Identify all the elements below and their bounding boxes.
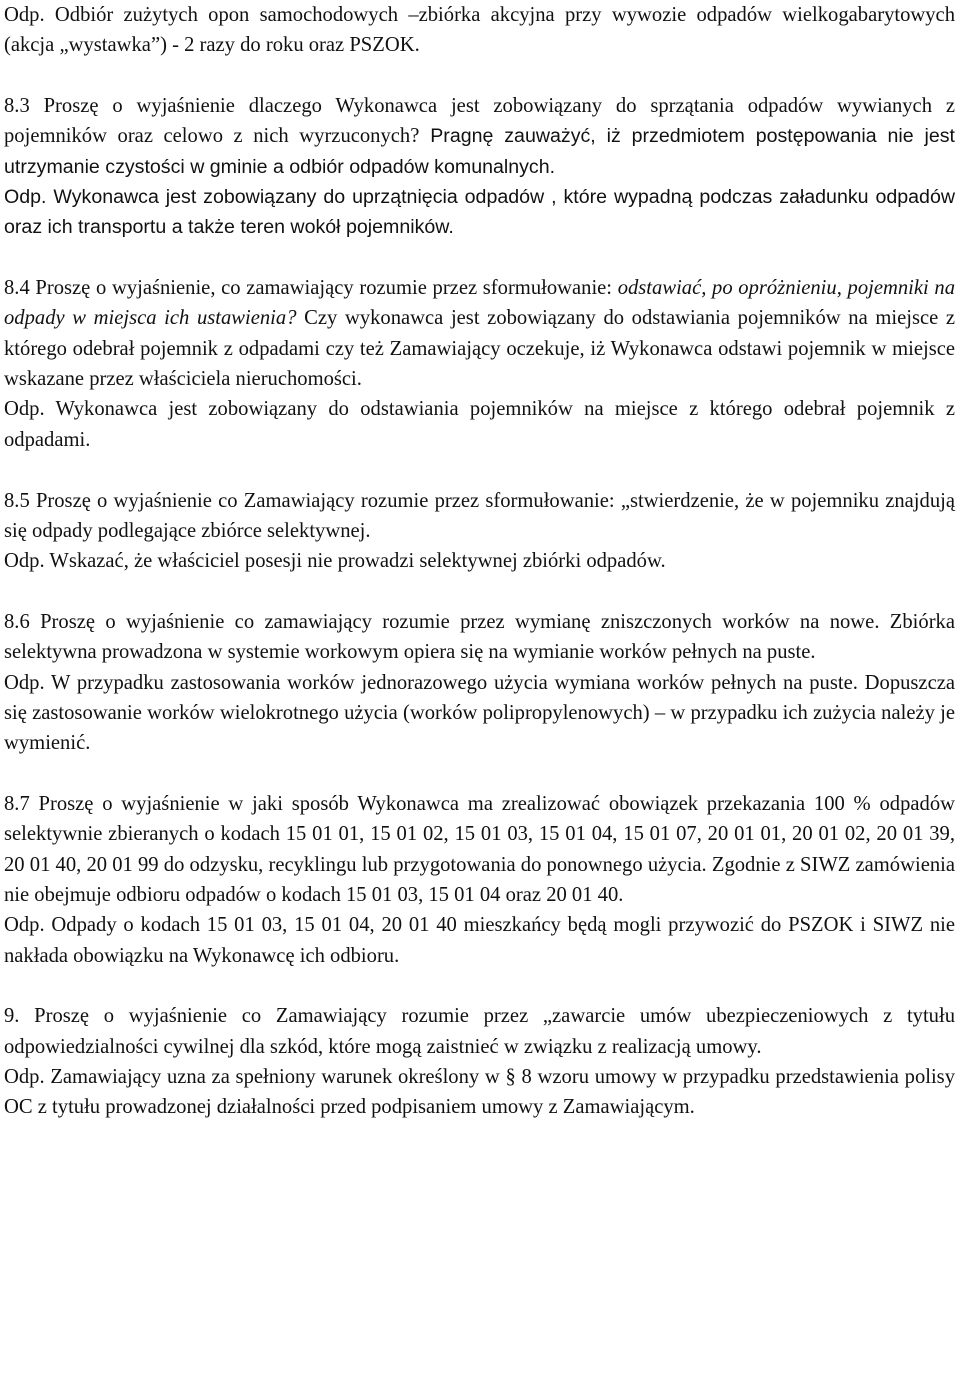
answer-8-4: Odp. Wykonawca jest zobowiązany do odstawiania pojemników na miejsce z którego odebrał pojemnik z odpadami. bbox=[4, 398, 955, 451]
answer-8-5: Odp. Wskazać, że właściciel posesji nie prowadzi selektywnej zbiórki odpadów. bbox=[4, 550, 666, 573]
question-9: 9. Proszę o wyjaśnienie co Zamawiający rozumie przez „zawarcie umów ubezpieczeniowych z tytułu odpowiedzialności cywilnej dla szkód, które mogą zaistnieć w związku z realizacją umowy. bbox=[4, 1005, 955, 1058]
spacer bbox=[4, 455, 955, 485]
question-8-6: 8.6 Proszę o wyjaśnienie co zamawiający rozumie przez wymianę zniszczonych worków na nowe. Zbiórka selektywna prowadzona w systemie workowym opiera się na wymianie worków pełnych na puste. bbox=[4, 610, 955, 664]
answer-8-3: Odp. Wykonawca jest zobowiązany do uprzątnięcia odpadów , które wypadną podczas załadunku odpadów oraz ich transportu a także teren wokół pojemników. bbox=[4, 186, 955, 239]
answer-8-7: Odp. Odpady o kodach 15 01 03, 15 01 04, 20 01 40 mieszkańcy będą mogli przywozić do PSZOK i SIWZ nie nakłada obowiązku na Wykonawcę ich odbioru. bbox=[4, 914, 955, 967]
question-8-4-quote: odstawiać, po opróżnieniu, pojemniki na odpady w miejsca ich ustawienia? bbox=[4, 277, 955, 330]
spacer bbox=[4, 971, 955, 1001]
answer-8-6: Odp. W przypadku zastosowania worków jednorazowego użycia wymiana worków pełnych na puste. Dopuszcza się zastosowanie worków wielokrotnego użycia (worków polipropylenowych) – w przypadku ich zużycia należy je wymienić. bbox=[4, 671, 955, 755]
question-8-3-text: 8.3 Proszę o wyjaśnienie dlaczego Wykonawca jest zobowiązany do sprzątania odpadów wywianych z pojemników oraz celowo z nich wyrzuconych? bbox=[4, 95, 955, 148]
question-8-3 bbox=[4, 91, 955, 182]
question-8-4 bbox=[4, 273, 955, 394]
spacer bbox=[4, 577, 955, 607]
question-8-3-continuation: Pragnę zauważyć, iż przedmiotem postępowania nie jest utrzymanie czystości w gminie a odbiór odpadów komunalnych. bbox=[4, 125, 955, 178]
answer-9: Odp. Zamawiający uzna za spełniony warunek określony w § 8 wzoru umowy w przypadku przedstawienia polisy OC z tytułu prowadzonej działalności przed podpisaniem umowy z Zamawiającym. bbox=[4, 1066, 955, 1119]
question-8-5: 8.5 Proszę o wyjaśnienie co Zamawiający rozumie przez sformułowanie: „stwierdzenie, że w pojemniku znajdują się odpady podlegające zbiórce selektywnej. bbox=[4, 489, 955, 542]
question-8-4-text: 8.4 Proszę o wyjaśnienie, co zamawiający rozumie przez sformułowanie: bbox=[4, 277, 618, 300]
answer-previous: Odp. Odbiór zużytych opon samochodowych –zbiórka akcyjna przy wywozie odpadów wielkogabarytowych (akcja „wystawka”) - 2 razy do roku oraz PSZOK. bbox=[4, 4, 955, 57]
question-8-4-continuation: Czy wykonawca jest zobowiązany do odstawiania pojemników na miejsce z którego odebrał pojemnik z odpadami czy też Zamawiający oczekuje, iż Wykonawca odstawi pojemnik w miejsce wskazane przez właściciela nieruchomości. bbox=[4, 307, 956, 391]
spacer bbox=[4, 759, 955, 789]
spacer bbox=[4, 243, 955, 273]
spacer bbox=[4, 61, 955, 91]
question-8-7: 8.7 Proszę o wyjaśnienie w jaki sposób Wykonawca ma zrealizować obowiązek przekazania 100 % odpadów selektywnie zbieranych o kodach 15 01 01, 15 01 02, 15 01 03, 15 01 04, 15 01 07, 20 01 01, 20 01 02, 20 01 39, 20 01 40, 20 01 99 do odzysku, recyklingu lub przygotowania do ponownego użycia. Zgodnie z SIWZ zamówienia nie obejmuje odbioru odpadów o kodach 15 01 03, 15 01 04 oraz 20 01 40. bbox=[4, 792, 955, 906]
